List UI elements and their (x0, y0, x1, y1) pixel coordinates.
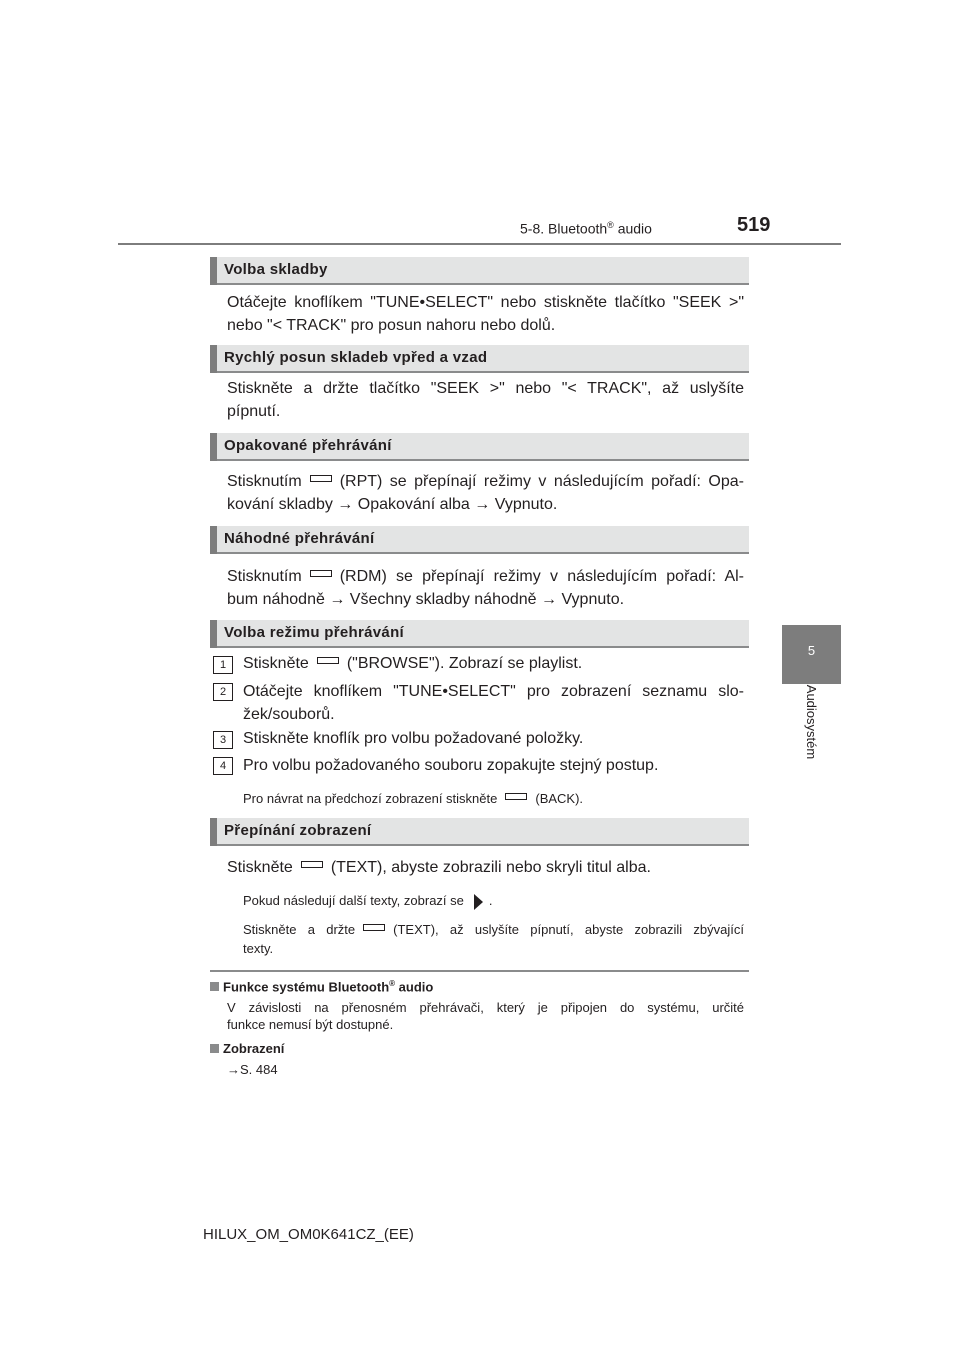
next-text-arrow-icon (474, 894, 483, 910)
button-icon (363, 924, 385, 931)
arrow-icon: → (329, 591, 346, 608)
random-paragraph: Stisknutím (RDM) se přepínají režimy v následujícím pořadí: Al- bum náhodně → Všechny skladby náhodně → Vypnuto. (227, 568, 744, 608)
button-icon (301, 861, 323, 868)
button-icon (317, 657, 339, 664)
page-number: 519 (737, 214, 771, 236)
section-heading-track-select: Volba skladby (210, 257, 749, 285)
arrow-icon: → (474, 496, 491, 513)
step-3-text: Stiskněte knoflík pro volbu požadované položky. (243, 730, 584, 747)
arrow-icon: → (337, 496, 354, 513)
repeat-paragraph: Stisknutím (RPT) se přepínají režimy v následujícím pořadí: Opa- kování skladby → Opakování alba → Vypnuto. (227, 473, 744, 513)
arrow-icon: → (541, 591, 558, 608)
note-title-bluetooth-functions: Funkce systému Bluetooth® audio (210, 979, 433, 994)
section-heading-play-mode: Volba režimu přehrávání (210, 620, 749, 648)
track-select-paragraph: Otáčejte knoflíkem "TUNE•SELECT" nebo stiskněte tlačítko "SEEK >" nebo "< TRACK" pro posun nahoru nebo dolů. (227, 294, 744, 334)
note-display-page-reference: →S. 484 (227, 1062, 278, 1077)
note-title-display: Zobrazení (210, 1041, 284, 1056)
step-1-text: Stiskněte ("BROWSE"). Zobrazí se playlist. (243, 655, 583, 672)
display-note-2: Stiskněte a držte (TEXT), až uslyšíte pípnutí, abyste zobrazili zbývající texty. (243, 922, 745, 956)
step-2-text: Otáčejte knoflíkem "TUNE•SELECT" pro zobrazení seznamu slo- žek/souborů. (243, 683, 744, 723)
step-number-1: 1 (213, 656, 233, 674)
button-icon (310, 570, 332, 577)
document-code: HILUX_OM_OM0K641CZ_(EE) (203, 1226, 414, 1243)
step-number-2: 2 (213, 683, 233, 701)
section-heading-repeat: Opakované přehrávání (210, 433, 749, 461)
chapter-tab-number: 5 (807, 643, 816, 658)
chapter-tab-label: Audiosystém (804, 684, 819, 760)
section-heading-random: Náhodné přehrávání (210, 526, 749, 554)
square-bullet-icon (210, 1044, 219, 1053)
section-heading-display-switch: Přepínání zobrazení (210, 818, 749, 846)
notes-divider (210, 970, 749, 972)
note-body-bluetooth-functions: V závislosti na přenosném přehrávači, který je připojen do systému, určité funkce nemusí být dostupné. (227, 1000, 744, 1032)
display-note-1: Pokud následují další texty, zobrazí se . (243, 893, 493, 908)
fast-forward-paragraph: Stiskněte a držte tlačítko "SEEK >" nebo "< TRACK", až uslyšíte pípnutí. (227, 380, 744, 420)
step-number-3: 3 (213, 731, 233, 749)
section-heading-fast-forward: Rychlý posun skladeb vpřed a vzad (210, 345, 749, 373)
square-bullet-icon (210, 982, 219, 991)
button-icon (310, 475, 332, 482)
play-mode-note: Pro návrat na předchozí zobrazení stiskněte (BACK). (243, 791, 584, 806)
header-section-title: 5-8. Bluetooth® audio (520, 220, 652, 237)
step-4-text: Pro volbu požadovaného souboru zopakujte stejný postup. (243, 757, 659, 774)
header-rule (118, 243, 841, 245)
step-number-4: 4 (213, 757, 233, 775)
display-switch-paragraph: Stiskněte (TEXT), abyste zobrazili nebo skryli titul alba. (227, 859, 651, 876)
button-icon (505, 793, 527, 800)
